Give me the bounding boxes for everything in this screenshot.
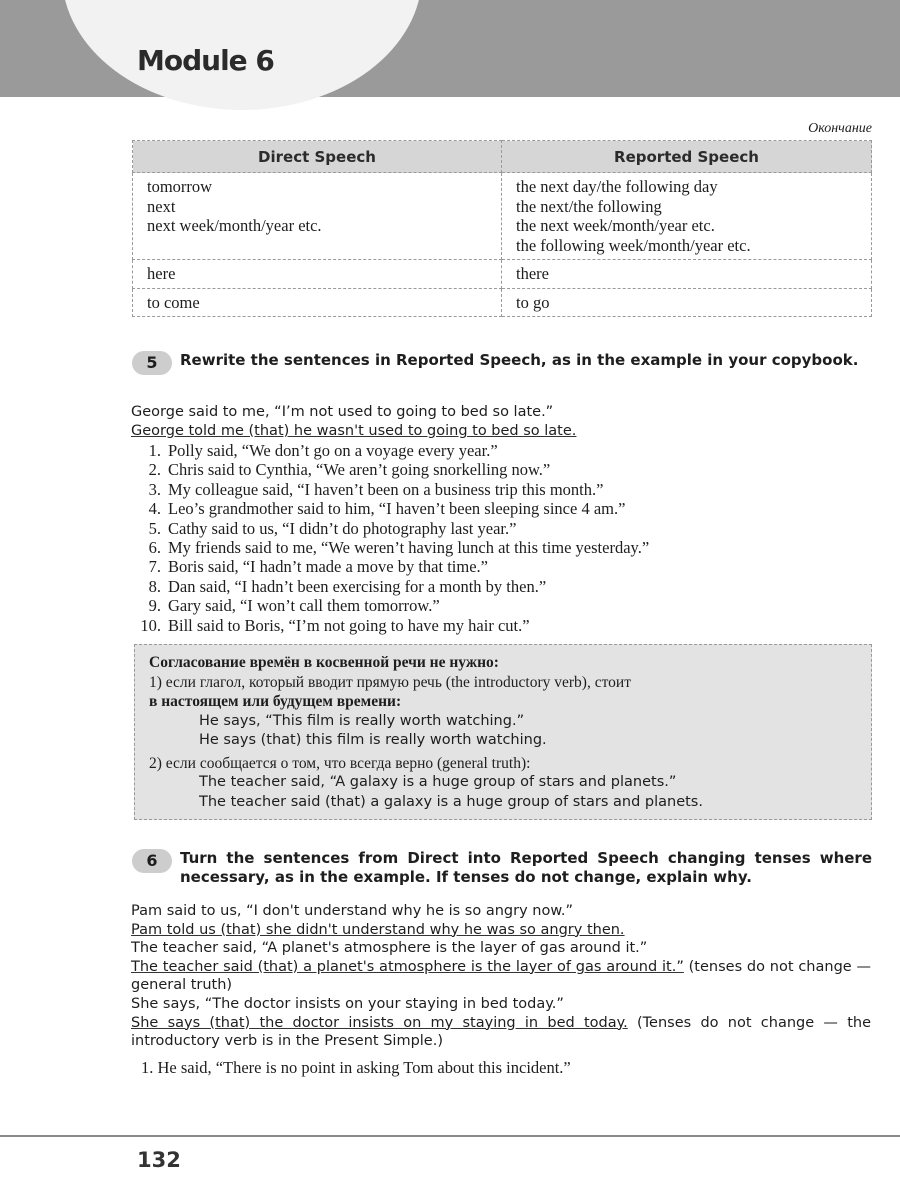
list-item: 4. Leo’s grandmother said to him, “I haven’t been sleeping since 4 am.” bbox=[148, 499, 626, 519]
list-item: 10. Bill said to Boris, “I’m not going to have my hair cut.” bbox=[140, 615, 530, 635]
column-header-direct: Direct Speech bbox=[133, 141, 502, 173]
continuation-label: Окончание bbox=[808, 121, 872, 136]
reported-cell bbox=[502, 173, 872, 260]
table-row bbox=[133, 288, 872, 317]
table-header-row bbox=[133, 141, 872, 173]
cell-line: next bbox=[147, 196, 176, 216]
cell-line: the next/the following bbox=[516, 196, 662, 216]
exercise-5-heading bbox=[132, 351, 872, 370]
rule-example: The teacher said (that) a galaxy is a huge group of stars and planets. bbox=[199, 793, 703, 810]
example-reported: Pam told us (that) she didn't understand why he was so angry then. bbox=[131, 921, 625, 938]
list-item: 2. Chris said to Cynthia, “We aren’t going snorkelling now.” bbox=[148, 460, 551, 480]
column-header-reported: Reported Speech bbox=[502, 141, 872, 173]
exercise-6-instruction: Turn the sentences from Direct into Reported Speech changing tenses where necessary, as in the example. If tenses do not change, explain why. bbox=[180, 849, 872, 886]
table-row bbox=[133, 173, 872, 260]
example-direct: Pam said to us, “I don't understand why he is so angry now.” bbox=[131, 903, 573, 919]
exercise-6-examples bbox=[131, 902, 871, 1051]
cell-line: the next day/the following day bbox=[516, 177, 718, 196]
speech-table bbox=[132, 140, 872, 317]
rule-point-1: 1) если глагол, который вводит прямую речь (the introductory verb), стоит bbox=[149, 673, 631, 691]
cell-line: the next week/month/year etc. bbox=[516, 216, 715, 235]
direct-cell bbox=[133, 173, 502, 260]
rule-example: He says (that) this film is really worth watching. bbox=[199, 732, 547, 748]
module-title: Module 6 bbox=[137, 44, 274, 77]
direct-cell: to come bbox=[133, 288, 502, 317]
list-item: 5. Cathy said to us, “I didn’t do photography last year.” bbox=[148, 518, 517, 538]
cell-line: the following week/month/year etc. bbox=[516, 235, 751, 255]
list-item: 6. My friends said to me, “We weren’t having lunch at this time yesterday.” bbox=[148, 538, 650, 558]
cell-line: tomorrow bbox=[147, 177, 213, 196]
list-item: 1. Polly said, “We don’t go on a voyage every year.” bbox=[148, 441, 498, 460]
example-direct: The teacher said, “A planet's atmosphere is the layer of gas around it.” bbox=[131, 940, 648, 957]
reported-cell: to go bbox=[502, 288, 872, 317]
list-item: 8. Dan said, “I hadn’t been exercising for a month by then.” bbox=[148, 576, 547, 596]
reported-cell: there bbox=[502, 260, 872, 289]
exercise-5-example bbox=[131, 403, 871, 441]
header-band bbox=[0, 0, 900, 97]
exercise-5-instruction: Rewrite the sentences in Reported Speech, as in the example in your copybook. bbox=[180, 351, 859, 369]
list-item: 3. My colleague said, “I haven’t been on a business trip this month.” bbox=[148, 479, 604, 499]
rule-point-1-cont: в настоящем или будущем времени: bbox=[149, 693, 402, 710]
rule-example: The teacher said, “A galaxy is a huge group of stars and planets.” bbox=[199, 774, 677, 790]
rule-point-2: 2) если сообщается о том, что всегда верно (general truth): bbox=[149, 754, 531, 772]
example-direct: George said to me, “I’m not used to going to bed so late.” bbox=[131, 404, 554, 420]
example-reported-with-note: The teacher said (that) a planet's atmosphere is the layer of gas around it.” (tenses do not change — general truth) bbox=[131, 958, 871, 994]
grammar-rule-box bbox=[134, 644, 872, 820]
footer-rule bbox=[0, 1135, 900, 1137]
exercise-5-number: 5 bbox=[132, 351, 172, 375]
exercise-5-list bbox=[131, 441, 871, 635]
direct-cell: here bbox=[133, 260, 502, 289]
rule-title: Согласование времён в косвенной речи не нужно: bbox=[149, 654, 499, 671]
exercise-6-number: 6 bbox=[132, 849, 172, 873]
rule-example: He says, “This film is really worth watching.” bbox=[199, 712, 525, 729]
cell-line: next week/month/year etc. bbox=[147, 216, 322, 235]
list-item: 7. Boris said, “I hadn’t made a move by that time.” bbox=[148, 557, 488, 577]
exercise-6-item: 1. He said, “There is no point in asking Tom about this incident.” bbox=[141, 1058, 571, 1077]
example-direct: She says, “The doctor insists on your staying in bed today.” bbox=[131, 995, 564, 1012]
list-item: 9. Gary said, “I won’t call them tomorrow.” bbox=[148, 596, 440, 616]
table-row bbox=[133, 260, 872, 289]
example-reported-with-note: She says (that) the doctor insists on my staying in bed today. (Tenses do not change — the introductory verb is in the Present Simple.) bbox=[131, 1014, 871, 1050]
page-number: 132 bbox=[137, 1148, 181, 1172]
example-reported: George told me (that) he wasn't used to going to bed so late. bbox=[131, 423, 577, 439]
exercise-6-heading bbox=[132, 849, 872, 887]
